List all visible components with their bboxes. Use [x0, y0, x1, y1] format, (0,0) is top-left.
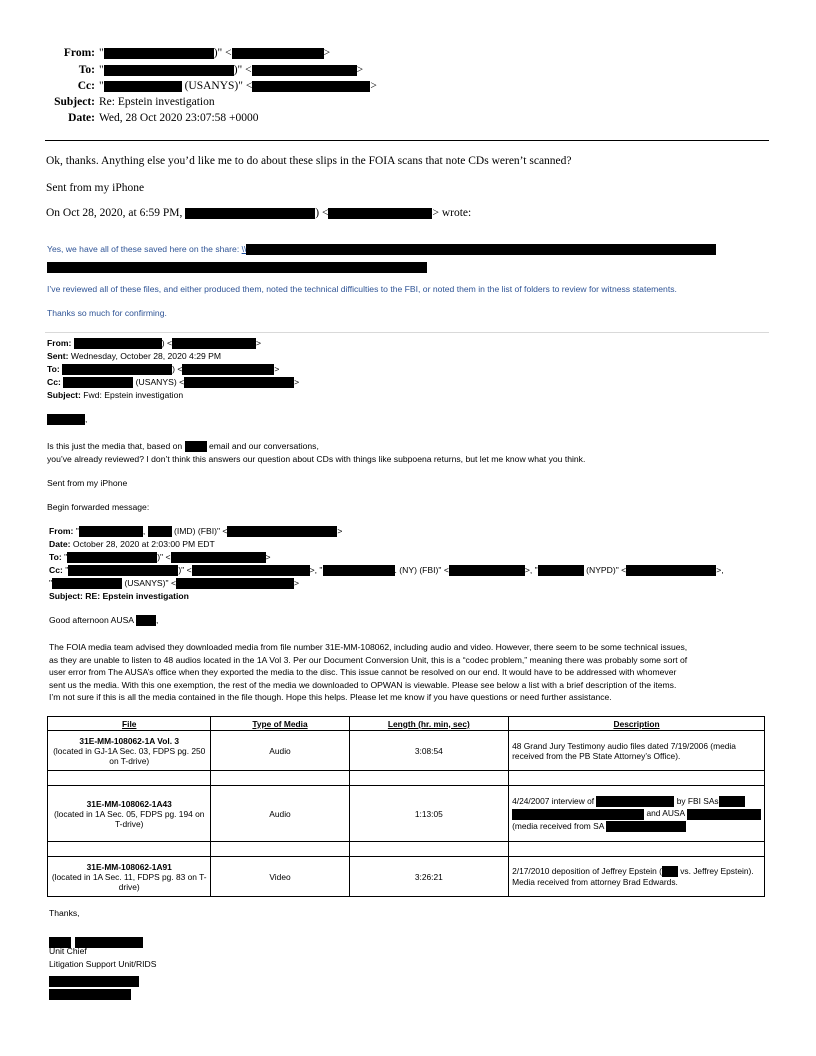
- fwd2-cc-line-2: " (USANYS)" < >: [49, 578, 300, 588]
- column-header: Length (hr. min, sec): [349, 717, 509, 731]
- redaction: [626, 565, 716, 576]
- fwd1-from: From: ) < >: [47, 338, 262, 348]
- column-header: Type of Media: [211, 717, 349, 731]
- redaction: [136, 615, 156, 626]
- redaction: [67, 552, 157, 563]
- redaction: [104, 48, 214, 59]
- redaction: [662, 866, 678, 877]
- header-subject-row: [0, 96, 800, 110]
- table-spacer-row: [48, 842, 765, 857]
- redaction: [192, 565, 310, 576]
- table-row: 31E-MM-108062-1A91 (located in 1A Sec. 11, FDPS pg. 83 on T-drive) Video 3:26:21 2/17/2010 deposition of Jeffrey Epstein ( vs. Jeffrey Epstein). Media received from attorney Brad Edwards.: [48, 857, 765, 897]
- fwd1-sent: Sent: Wednesday, October 28, 2020 4:29 PM: [47, 351, 222, 361]
- redaction: [512, 809, 644, 820]
- redaction: [719, 796, 745, 807]
- column-header: Description: [509, 717, 765, 731]
- share-link[interactable]: \\: [241, 244, 247, 254]
- fwd1-body-line-2: you’ve already reviewed? I don’t think this answers our question about CDs with things like subpoena returns, but let me know what you think.: [47, 454, 586, 464]
- redaction: [172, 338, 256, 349]
- quoted-line-3: Thanks so much for confirming.: [47, 308, 167, 318]
- redaction: [323, 565, 395, 576]
- fwd1-cc: Cc: (USANYS) < >: [47, 377, 300, 387]
- date-value: Wed, 28 Oct 2020 23:07:58 +0000: [99, 112, 259, 124]
- from-label: From:: [63, 47, 95, 59]
- redaction: [252, 81, 370, 92]
- fwd2-greeting: Good afternoon AUSA ,: [49, 615, 159, 625]
- redaction: [606, 821, 686, 832]
- fwd1-body-line-1: Is this just the media that, based on email and our conversations,: [47, 441, 319, 451]
- redaction: [185, 441, 207, 452]
- quote-attribution: On Oct 28, 2020, at 6:59 PM, ) < > wrote:: [46, 207, 472, 219]
- fwd1-subject: Subject: Fwd: Epstein investigation: [47, 390, 184, 400]
- redaction: [538, 565, 584, 576]
- subject-label: Subject:: [54, 96, 95, 108]
- redaction: [148, 526, 172, 537]
- table-header-row: [48, 717, 765, 731]
- fwd2-date: Date: October 28, 2020 at 2:03:00 PM EDT: [49, 539, 215, 549]
- header-from-row: From: " )" < >: [0, 47, 800, 61]
- redaction: [104, 81, 182, 92]
- fwd2-from: From: " , (IMD) (FBI)" < >: [49, 526, 343, 536]
- media-table: [47, 716, 765, 897]
- redaction: [104, 65, 234, 76]
- redaction: [185, 208, 315, 219]
- table-row: 31E-MM-108062-1A Vol. 3 (located in GJ-1A Sec. 03, FDPS pg. 250 on T-drive) Audio 3:08:54 48 Grand Jury Testimony audio files dated 7/19/2006 (media received from the PB State Attorney’s Office).: [48, 731, 765, 771]
- table-spacer-row: [48, 771, 765, 786]
- date-label: Date:: [68, 112, 95, 124]
- fwd2-to: To: " )" < >: [49, 552, 271, 562]
- fwd1-greeting: ,: [47, 414, 87, 425]
- redaction: [328, 208, 432, 219]
- quoted-line-2: I’ve reviewed all of these files, and either produced them, noted the technical difficulties to the FBI, or noted them in the list of folders to review for witness statements.: [47, 284, 677, 294]
- signature-unit: Litigation Support Unit/RIDS: [49, 959, 157, 969]
- reply-body: Ok, thanks. Anything else you’d like me to do about these slips in the FOIA scans that note CDs weren’t scanned?: [46, 155, 572, 167]
- signature-title: Unit Chief: [49, 946, 87, 956]
- header-divider: [45, 140, 769, 141]
- fwd1-signature: Sent from my iPhone: [47, 478, 128, 488]
- redaction: [68, 565, 178, 576]
- redaction: [232, 48, 324, 59]
- redaction: [47, 414, 85, 425]
- cc-label: Cc:: [77, 80, 95, 92]
- fwd1-to: To: ) < >: [47, 364, 280, 374]
- reply-signature: Sent from my iPhone: [46, 182, 145, 194]
- table-row: 31E-MM-108062-1A43 (located in 1A Sec. 05, FDPS pg. 194 on T-drive) Audio 1:13:05 4/24/2007 interview of by FBI SAs and AUSA (media received from SA: [48, 786, 765, 842]
- redaction: [246, 244, 716, 255]
- subject-value: Re: Epstein investigation: [99, 96, 215, 108]
- redaction: [79, 526, 143, 537]
- quoted-line-1: Yes, we have all of these saved here on the share: \\: [47, 244, 716, 255]
- redaction: [62, 364, 172, 375]
- redaction: [176, 578, 294, 589]
- redaction: [182, 364, 274, 375]
- redaction: [49, 989, 131, 1000]
- redaction: [74, 338, 162, 349]
- redaction: [596, 796, 674, 807]
- column-header: File: [48, 717, 211, 731]
- redaction: [63, 377, 133, 388]
- header-cc-row: Cc: " (USANYS)" < >: [0, 80, 800, 94]
- closing-thanks: Thanks,: [49, 908, 80, 918]
- fwd2-cc: Cc: " )" < >, " . (NY) (FBI)" < >, " (NYPD)" < >,: [49, 565, 724, 575]
- header-date-row: [0, 112, 800, 126]
- redaction: [184, 377, 294, 388]
- redaction: [52, 578, 122, 589]
- redaction: [171, 552, 266, 563]
- header-to-row: To: " )" < >: [0, 64, 800, 78]
- redaction: [227, 526, 337, 537]
- redaction: [449, 565, 525, 576]
- redaction: [687, 809, 761, 820]
- fwd2-subject: Subject: RE: Epstein investigation: [49, 591, 189, 601]
- redaction: [252, 65, 357, 76]
- redaction: [47, 262, 427, 273]
- to-label: To:: [78, 64, 95, 76]
- fwd2-paragraph: The FOIA media team advised they downloaded media from file number 31E-MM-108062, including audio and video. However, there seem to be some technical issues, as they are unable to listen to 48 audios located in the 1A Vol 3. Per our Document Conversion Unit, this is a “codec problem,” meaning there was probably some sort of user error from The AUSA’s office when they exported the media to the disc. This issue cannot be resolved on our end. It would have to be addressed with whomever sent us the media. With this one exemption, the rest of the media we downloaded to OPWAN is viewable. Please see below a list with a brief description of the items. I’m not sure if this is all the media contained in the file though. Hope this helps. Please let me know if you have questions or need further assistance.: [49, 642, 688, 702]
- fwd1-begin: Begin forwarded message:: [47, 502, 150, 512]
- quote-divider: [45, 332, 769, 333]
